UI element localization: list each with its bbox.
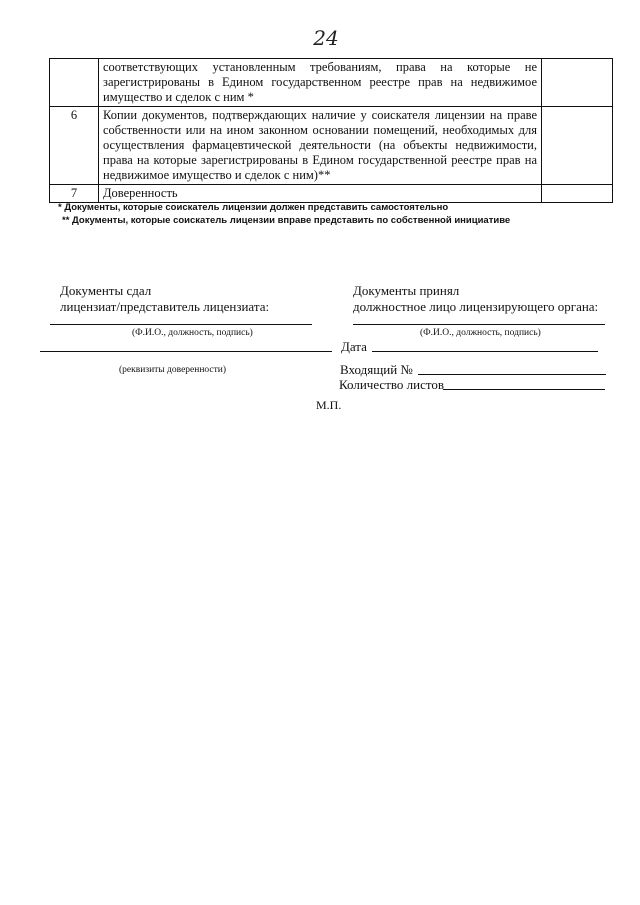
power-of-attorney-caption: (реквизиты доверенности) — [119, 365, 227, 375]
page-number: 24 — [313, 26, 339, 50]
submitted-subtitle: лицензиат/представитель лицензиата: — [60, 299, 270, 314]
sheets-count-line — [443, 389, 605, 390]
table-row — [50, 185, 613, 203]
submitter-signature-line — [50, 324, 312, 325]
row-number — [50, 59, 99, 107]
received-subtitle: должностное лицо лицензирующего органа: — [353, 299, 599, 314]
receiver-signature-line — [353, 324, 605, 325]
table-row — [50, 107, 613, 185]
received-title: Документы принял — [353, 283, 460, 298]
row-mark-cell — [542, 107, 613, 185]
sheets-count-label: Количество листов — [339, 377, 445, 392]
row-number: 6 — [50, 107, 99, 185]
footnote-required: * Документы, которые соискатель лицензии должен представить самостоятельно — [58, 202, 449, 213]
stamp-place: М.П. — [316, 398, 342, 412]
incoming-number-label: Входящий № — [340, 362, 413, 377]
row-description: соответствующих установленным требованиям, права на которые не зарегистрированы в Едином государственном реестре прав на недвижимое имущество и сделок с ним * — [99, 59, 542, 107]
date-line — [372, 351, 598, 352]
documents-table — [49, 58, 613, 203]
row-description: Копии документов, подтверждающих наличие у соискателя лицензии на праве собственности или на ином законном основании помещений, необходимых для осуществления фармацевтической деятельности (на объекты недвижимости, права на которые зарегистрированы в Едином государственной реестре прав на недвижимое имущество и сделок с ним)** — [99, 107, 542, 185]
row-mark-cell — [542, 185, 613, 203]
submitter-signature-caption: (Ф.И.О., должность, подпись) — [132, 328, 253, 338]
receiver-signature-caption: (Ф.И.О., должность, подпись) — [420, 328, 541, 338]
row-number: 7 — [50, 185, 99, 203]
submitted-title: Документы сдал — [60, 283, 152, 298]
incoming-number-line — [418, 374, 606, 375]
footnote-optional: ** Документы, которые соискатель лицензии вправе представить по собственной инициативе — [62, 215, 511, 226]
row-mark-cell — [542, 59, 613, 107]
table-row — [50, 59, 613, 107]
row-description: Доверенность — [99, 185, 542, 203]
date-label: Дата — [341, 339, 367, 354]
power-of-attorney-line — [40, 351, 332, 352]
